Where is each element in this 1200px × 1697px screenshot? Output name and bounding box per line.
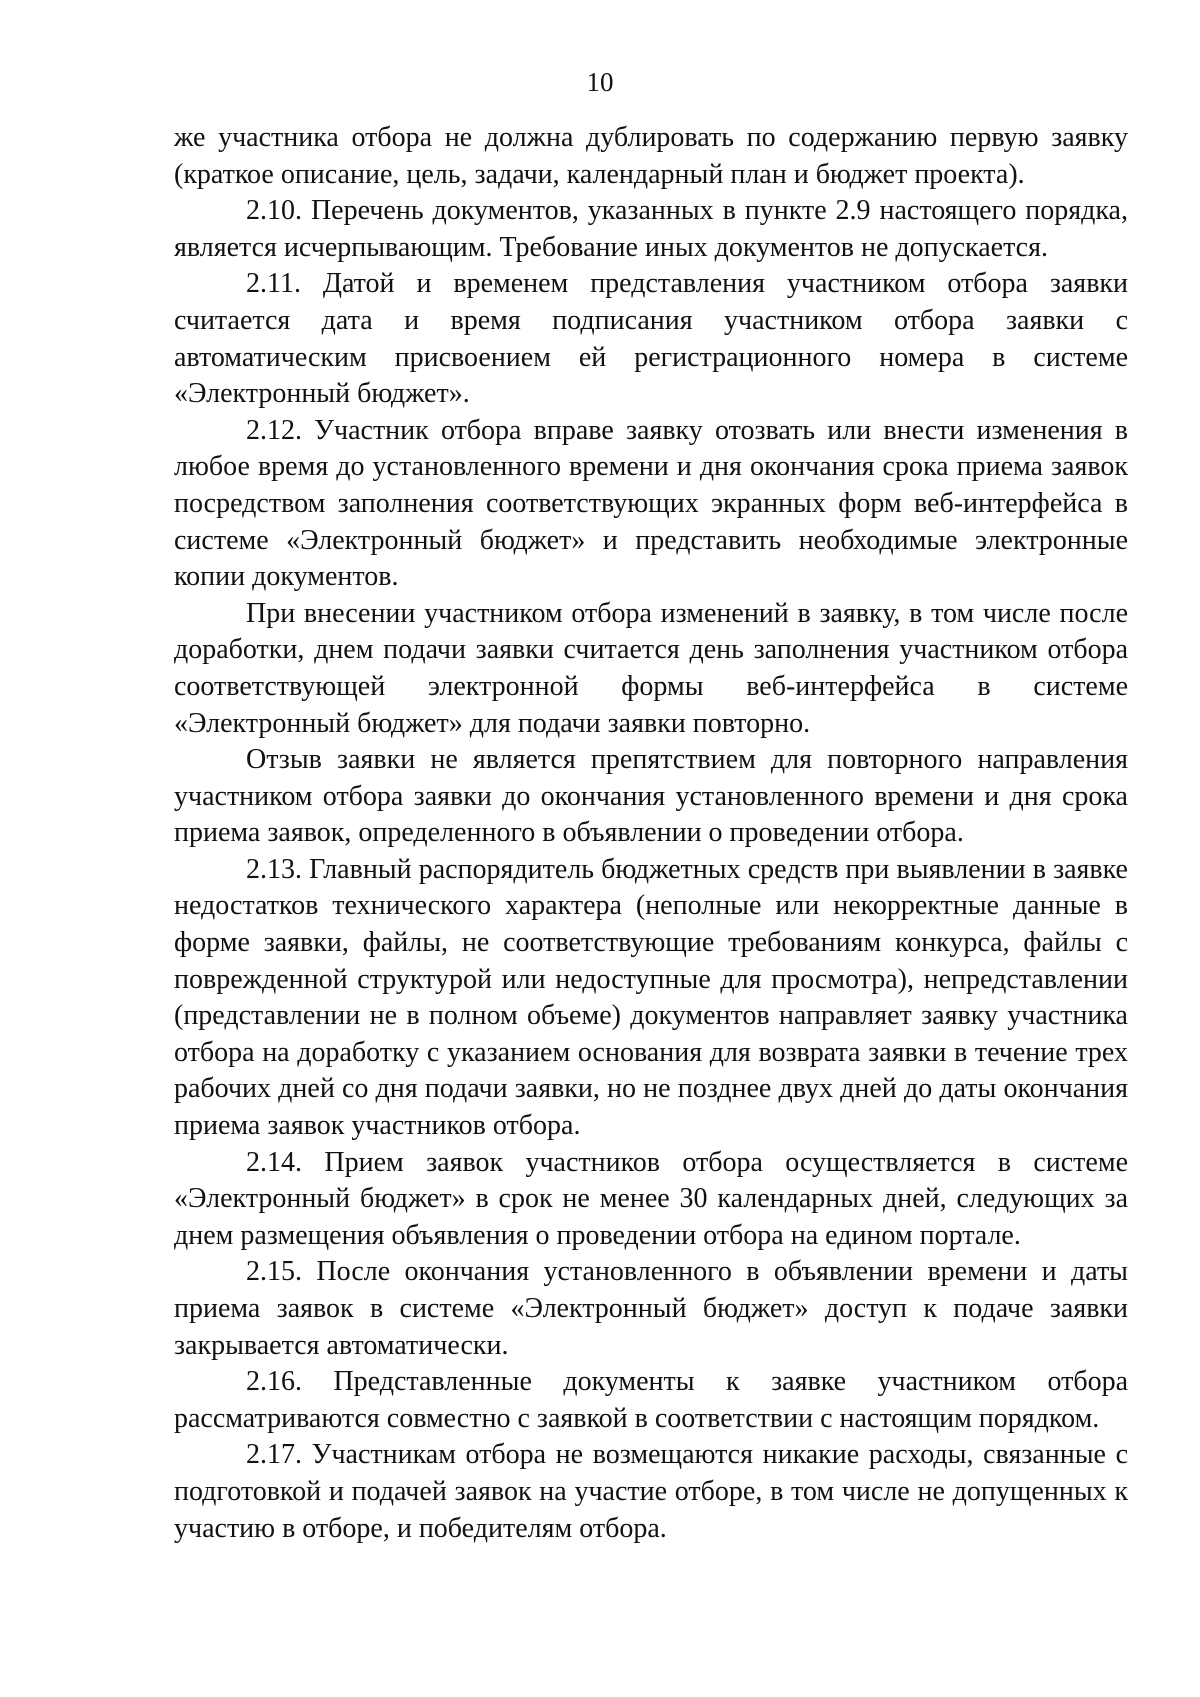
paragraph-changes: При внесении участником отбора изменений в заявку, в том числе после доработки, днем подачи заявки считается день заполнения участником отбора соответствующей электронной формы веб-интерфейса в системе «Электронный бюджет» для подачи заявки повторно. [174, 597, 1128, 739]
paragraph-2-17: 2.17. Участникам отбора не возмещаются никакие расходы, связанные с подготовкой и подачей заявок на участие отборе, в том числе не допущенных к участию в отборе, и победителям отбора. [174, 1439, 1128, 1544]
paragraph-2-15: 2.15. После окончания установленного в объявлении времени и даты приема заявок в системе «Электронный бюджет» доступ к подаче заявки закрывается автоматически. [174, 1256, 1128, 1361]
paragraph-2-16: 2.16. Представленные документы к заявке участником отбора рассматриваются совместно с заявкой в соответствии с настоящим порядком. [174, 1366, 1128, 1434]
paragraph-2-14: 2.14. Прием заявок участников отбора осуществляется в системе «Электронный бюджет» в срок не менее 30 календарных дней, следующих за днем размещения объявления о проведении отбора на едином портале. [174, 1146, 1128, 1251]
page-number: 10 [586, 67, 614, 97]
document-body [174, 120, 1128, 1547]
paragraph-continuation: же участника отбора не должна дублировать по содержанию первую заявку (краткое описание, цель, задачи, календарный план и бюджет проекта). [174, 122, 1128, 190]
paragraph-withdrawal: Отзыв заявки не является препятствием для повторного направления участником отбора заявки до окончания установленного времени и дня срока приема заявок, определенного в объявлении о проведении отбора. [174, 744, 1128, 849]
paragraph-2-11: 2.11. Датой и временем представления участником отбора заявки считается дата и время подписания участником отбора заявки с автоматическим присвоением ей регистрационного номера в системе «Электронный бюджет». [174, 268, 1128, 410]
paragraph-2-13: 2.13. Главный распорядитель бюджетных средств при выявлении в заявке недостатков технического характера (неполные или некорректные данные в форме заявки, файлы, не соответствующие требованиям конкурса, файлы с поврежденной структурой или недоступные для просмотра), непредставлении (представлении не в полном объеме) документов направляет заявку участника отбора на доработку с указанием основания для возврата заявки в течение трех рабочих дней со дня подачи заявки, но не позднее двух дней до даты окончания приема заявок участников отбора. [174, 853, 1128, 1142]
paragraph-2-10: 2.10. Перечень документов, указанных в пункте 2.9 настоящего порядка, является исчерпывающим. Требование иных документов не допускается. [174, 195, 1128, 263]
paragraph-2-12: 2.12. Участник отбора вправе заявку отозвать или внести изменения в любое время до установленного времени и дня окончания срока приема заявок посредством заполнения соответствующих экранных форм веб-интерфейса в системе «Электронный бюджет» и представить необходимые электронные копии документов. [174, 414, 1128, 593]
